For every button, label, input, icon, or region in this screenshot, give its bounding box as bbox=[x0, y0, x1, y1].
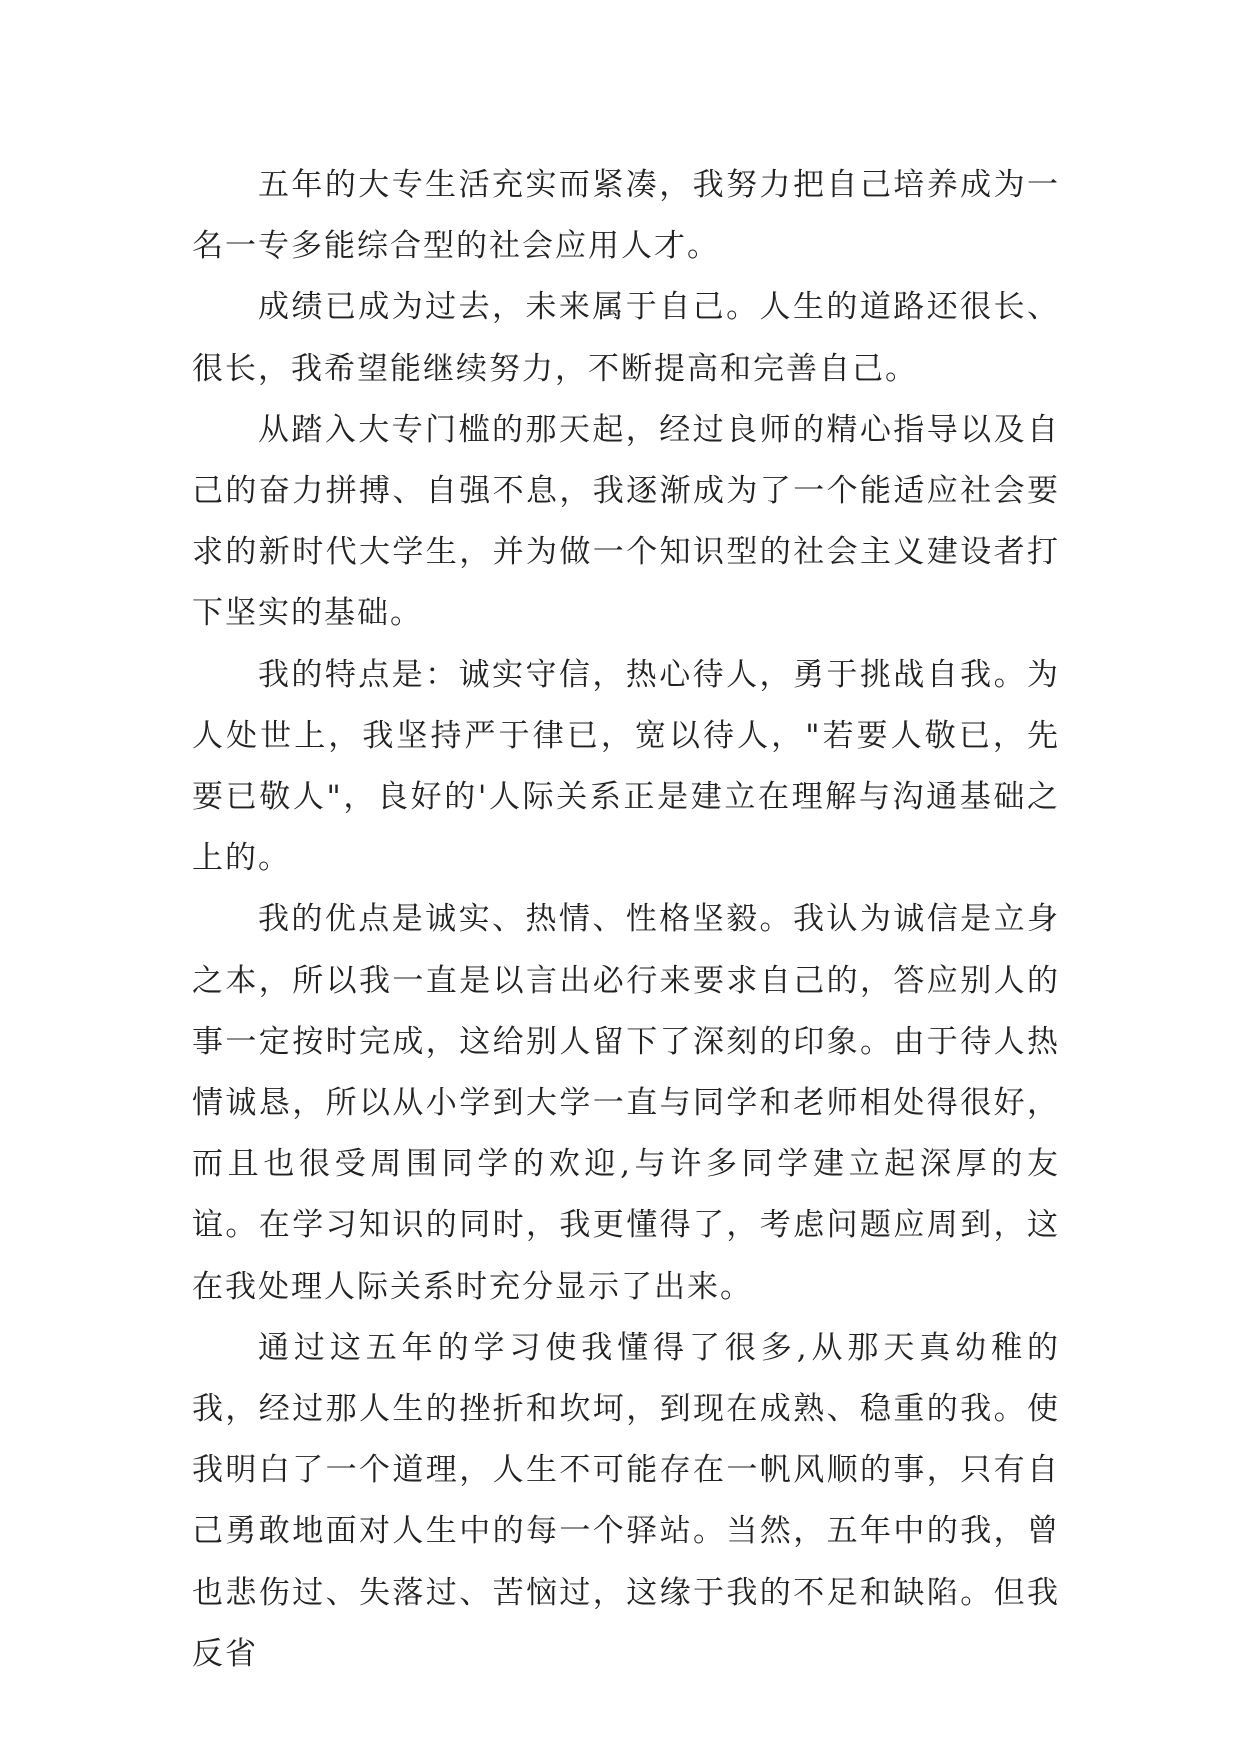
paragraph: 从踏入大专门槛的那天起，经过良师的精心指导以及自己的奋力拼搏、自强不息，我逐渐成为了一个能适应社会要求的新时代大学生，并为做一个知识型的社会主义建设者打下坚实的基础。 bbox=[192, 411, 1060, 632]
paragraph: 我的特点是：诚实守信，热心待人，勇于挑战自我。为人处世上，我坚持严于律已，宽以待人，"若要人敬已，先要已敬人"，良好的'人际关系正是建立在理解与沟通基础之上的。 bbox=[192, 656, 1060, 877]
paragraph: 成绩已成为过去，未来属于自己。人生的道路还很长、很长，我希望能继续努力，不断提高和完善自己。 bbox=[192, 289, 1060, 387]
paragraph: 五年的大专生活充实而紧凑，我努力把自己培养成为一名一专多能综合型的社会应用人才。 bbox=[192, 167, 1060, 265]
paragraph: 通过这五年的学习使我懂得了很多,从那天真幼稚的我，经过那人生的挫折和坎坷，到现在成熟、稳重的我。使我明白了一个道理，人生不可能存在一帆风顺的事，只有自己勇敢地面对人生中的每一个驿站。当然，五年中的我，曾也悲伤过、失落过、苦恼过，这缘于我的不足和缺陷。但我反省 bbox=[192, 1329, 1060, 1672]
paragraph: 我的优点是诚实、热情、性格坚毅。我认为诚信是立身之本，所以我一直是以言出必行来要求自己的，答应别人的事一定按时完成，这给别人留下了深刻的印象。由于待人热情诚恳，所以从小学到大学一直与同学和老师相处得很好，而且也很受周围同学的欢迎,与许多同学建立起深厚的友谊。在学习知识的同时，我更懂得了，考虑问题应周到，这在我处理人际关系时充分显示了出来。 bbox=[192, 901, 1060, 1305]
document-body bbox=[192, 155, 1060, 1685]
